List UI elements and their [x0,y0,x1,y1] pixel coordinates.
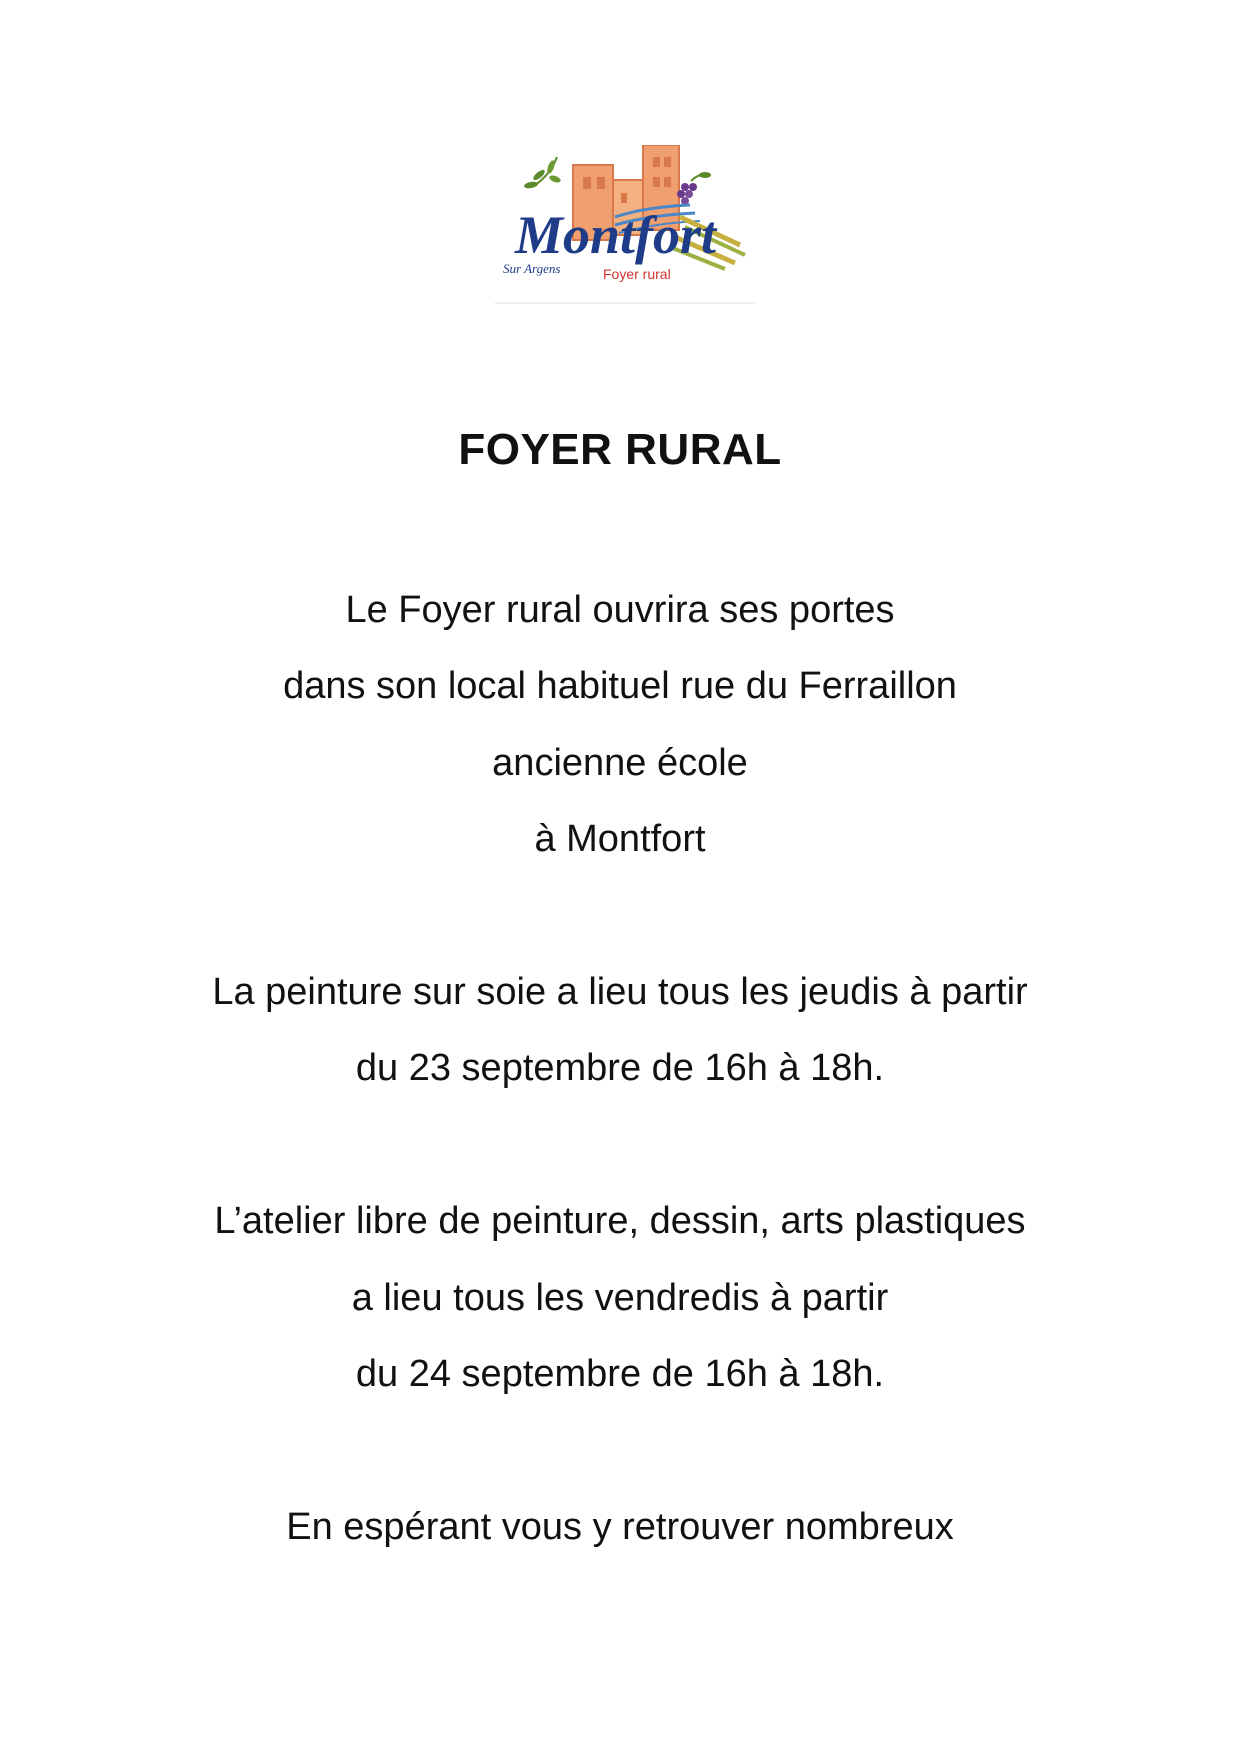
closing-line: En espérant vous y retrouver nombreux [286,1506,954,1548]
olive-branch-icon [524,157,562,189]
opening-line: ancienne école [492,742,748,784]
montfort-foyer-rural-logo [495,145,765,315]
logo-tagline: Sur Argens [503,261,561,276]
opening-line: dans son local habituel rue du Ferraillon [283,665,957,707]
page-title: FOYER RURAL [458,425,782,474]
opening-line: Le Foyer rural ouvrira ses portes [345,589,895,631]
open-workshop-line: du 24 septembre de 16h à 18h. [355,1353,885,1395]
grape-icon [677,172,711,205]
logo-graphic [495,145,765,315]
silk-painting-line: du 23 septembre de 16h à 18h. [355,1047,885,1089]
open-workshop-line: L’atelier libre de peinture, dessin, arts plastiques [214,1200,1026,1242]
opening-line: à Montfort [534,818,706,860]
open-workshop-line: a lieu tous les vendredis à partir [351,1277,889,1319]
silk-painting-line: La peinture sur soie a lieu tous les jeudis à partir [212,971,1028,1013]
logo-subtitle: Foyer rural [603,266,671,282]
logo-wordmark: Montfort [515,205,717,265]
